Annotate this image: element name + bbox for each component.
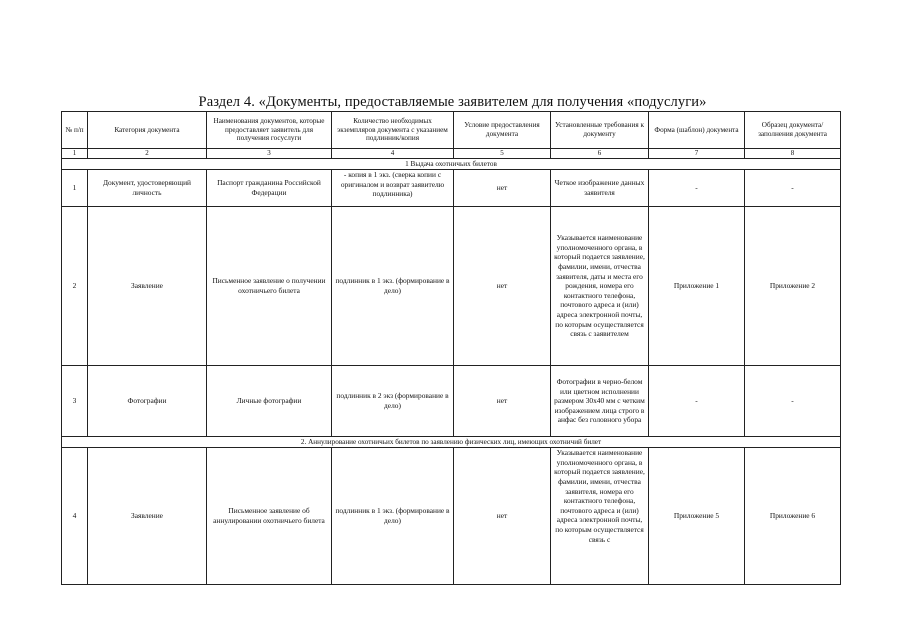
condition: нет [454, 170, 551, 207]
copies-count: подлинник в 1 экз. (формирование в дело) [332, 207, 454, 366]
header-cell: Образец документа/заполнения документа [745, 112, 841, 149]
table-row [62, 207, 841, 366]
sample: - [745, 170, 841, 207]
document-category: Фотографии [88, 366, 207, 437]
documents-table [61, 111, 841, 585]
header-cell: № п/п [62, 112, 88, 149]
document-name: Письменное заявление об аннулировании охотничьего билета [207, 448, 332, 585]
table-row [62, 366, 841, 437]
document-name: Паспорт гражданина Российской Федерации [207, 170, 332, 207]
document-category: Заявление [88, 448, 207, 585]
condition: нет [454, 448, 551, 585]
header-cell: Количество необходимых экземпляров документа с указанием подлинник/копия [332, 112, 454, 149]
document-name: Письменное заявление о получении охотничьего билета [207, 207, 332, 366]
document-category: Заявление [88, 207, 207, 366]
form-template: Приложение 1 [649, 207, 745, 366]
header-cell: Установленные требования к документу [551, 112, 649, 149]
column-number: 8 [745, 149, 841, 159]
row-number: 1 [62, 170, 88, 207]
header-cell: Условие предоставления документа [454, 112, 551, 149]
column-number: 7 [649, 149, 745, 159]
form-template: - [649, 170, 745, 207]
document-name: Личные фотографии [207, 366, 332, 437]
copies-count: подлинник в 1 экз. (формирование в дело) [332, 448, 454, 585]
row-number: 3 [62, 366, 88, 437]
row-number: 4 [62, 448, 88, 585]
header-cell: Наименования документов, которые предоставляет заявитель для получения госуслуги [207, 112, 332, 149]
condition: нет [454, 366, 551, 437]
section-row [62, 437, 841, 448]
column-number: 2 [88, 149, 207, 159]
column-number: 1 [62, 149, 88, 159]
column-number: 3 [207, 149, 332, 159]
form-template: - [649, 366, 745, 437]
requirements: Указывается наименование уполномоченного органа, в который подается заявление, фамилии, имени, отчества заявителя, даты и места его рождения, номера его контактного телефона, почтового адреса и (или) адреса электронной почты, по которым осуществляется связь с заявителем [551, 207, 649, 366]
section-title: Раздел 4. «Документы, предоставляемые заявителем для получения «подуслуги» [198, 94, 707, 110]
row-number: 2 [62, 207, 88, 366]
sample: Приложение 6 [745, 448, 841, 585]
requirements [551, 448, 649, 585]
header-cell: Категория документа [88, 112, 207, 149]
section-heading: 2. Аннулирование охотничьих билетов по заявлению физических лиц, имеющих охотничий билет [62, 437, 841, 448]
table-row [62, 170, 841, 207]
form-template: Приложение 5 [649, 448, 745, 585]
condition: нет [454, 207, 551, 366]
section-heading: 1 Выдача охотничьих билетов [62, 159, 841, 170]
section-row [62, 159, 841, 170]
requirements-text: Указывается наименование уполномоченного органа, в который подается заявление, фамилии, имени, отчества заявителя, номера его контактного телефона, почтового адреса и (или) адреса электронной почты, по которым осуществляется связь с [554, 448, 645, 544]
document-category: Документ, удостоверяющий личность [88, 170, 207, 207]
requirements: Фотографии в черно-белом или цветном исполнении размером 30х40 мм с четким изображением лица строго в анфас без головного убора [551, 366, 649, 437]
sample: Приложение 2 [745, 207, 841, 366]
copies-count: подлинник в 2 экз (формирование в дело) [332, 366, 454, 437]
column-number: 5 [454, 149, 551, 159]
column-number: 6 [551, 149, 649, 159]
requirements: Четкое изображение данных заявителя [551, 170, 649, 207]
column-number: 4 [332, 149, 454, 159]
sample: - [745, 366, 841, 437]
copies-count [332, 170, 454, 207]
header-row [62, 112, 841, 149]
copies-count-text: - копия в 1 экз. (сверка копии с оригиналом и возврат заявителю подлинника) [340, 170, 445, 199]
table-row [62, 448, 841, 585]
column-number-row [62, 149, 841, 159]
header-cell: Форма (шаблон) документа [649, 112, 745, 149]
